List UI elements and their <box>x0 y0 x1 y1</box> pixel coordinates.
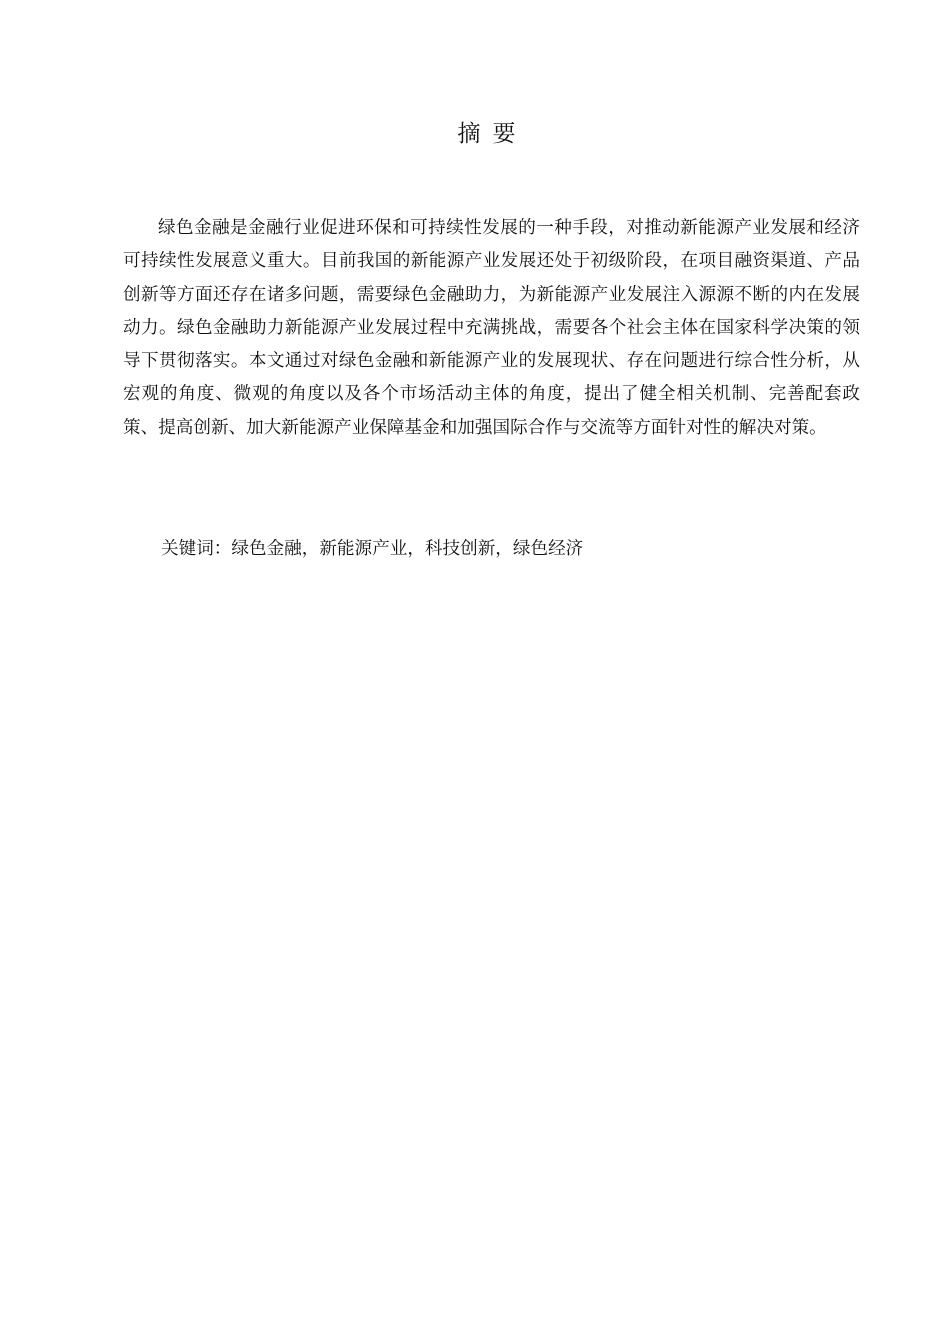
abstract-title: 摘要 <box>457 121 528 147</box>
abstract-paragraph: 绿色金融是金融行业促进环保和可持续性发展的一种手段，对推动新能源产业发展和经济可持续性发展意义重大。目前我国的新能源产业发展还处于初级阶段，在项目融资渠道、产品创新等方面还存在诸多问题，需要绿色金融助力，为新能源产业发展注入源源不断的内在发展动力。绿色金融助力新能源产业发展过程中充满挑战，需要各个社会主体在国家科学决策的领导下贯彻落实。本文通过对绿色金融和新能源产业的发展现状、存在问题进行综合性分析，从宏观的角度、微观的角度以及各个市场活动主体的角度，提出了健全相关机制、完善配套政策、提高创新、加大新能源产业保障基金和加强国际合作与交流等方面针对性的解决对策。 <box>123 218 860 438</box>
keywords-line: 关键词：绿色金融，新能源产业，科技创新，绿色经济 <box>161 539 584 559</box>
